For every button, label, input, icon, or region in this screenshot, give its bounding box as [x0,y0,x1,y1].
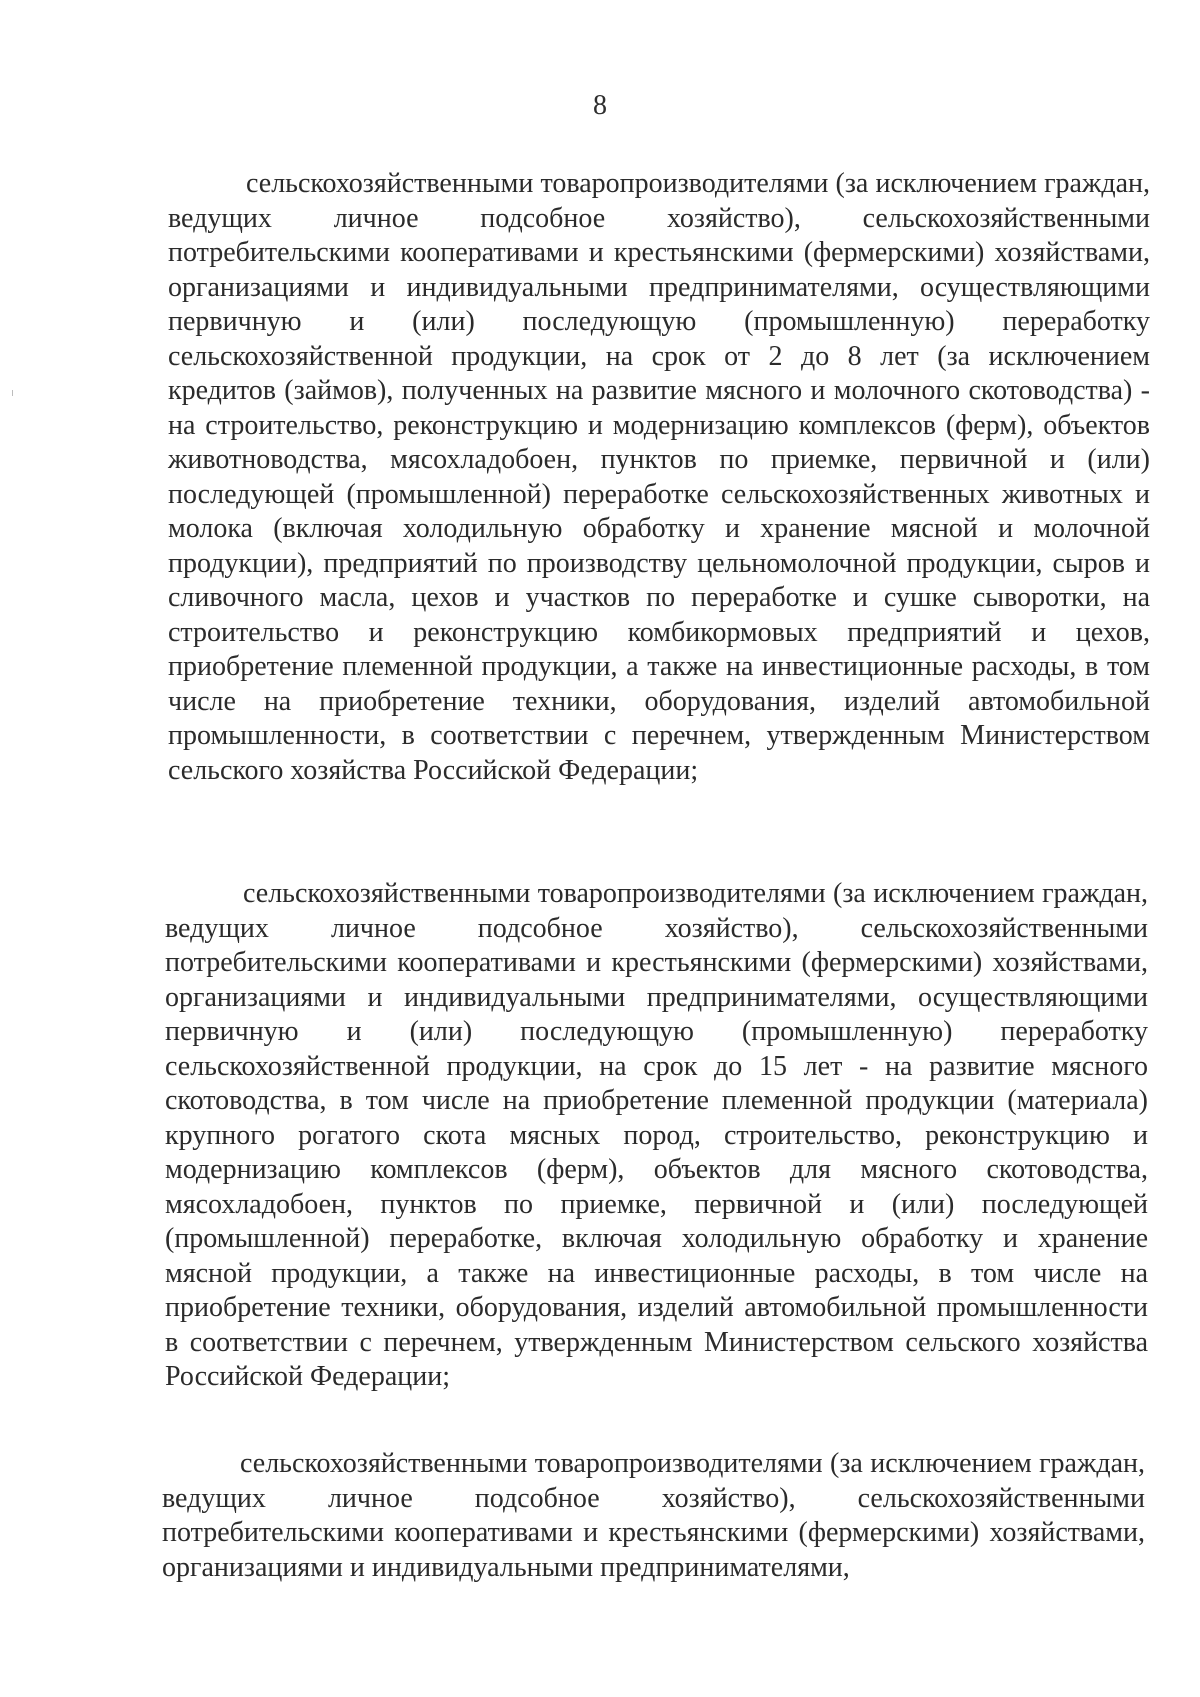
paragraph-agricultural-producers-continued: сельскохозяйственными товаропроизводителями (за исключением граждан, ведущих личное подсобное хозяйство), сельскохозяйственными потребительскими кооперативами и крестьянскими (фермерскими) хозяйствами, организациями и индивидуальными предпринимателями, [162,1448,1145,1583]
page-number: 8 [593,90,607,121]
paragraph-agricultural-producers-up-to-15-years: сельскохозяйственными товаропроизводителями (за исключением граждан, ведущих личное подсобное хозяйство), сельскохозяйственными потребительскими кооперативами и крестьянскими (фермерскими) хозяйствами, организациями и индивидуальными предпринимателями, осуществляющими первичную и (или) последующую (промышленную) переработку сельскохозяйственной продукции, на срок до 15 лет - на развитие мясного скотоводства, в том числе на приобретение племенной продукции (материала) крупного рогатого скота мясных пород, строительство, реконструкцию и модернизацию комплексов (ферм), объектов для мясного скотоводства, мясохладобоен, пунктов по приемке, первичной и (или) последующей (промышленной) переработке, включая холодильную обработку и хранение мясной продукции, а также на инвестиционные расходы, в том числе на приобретение техники, оборудования, изделий автомобильной промышленности в соответствии с перечнем, утвержденным Министерством сельского хозяйства Российской Федерации; [165,878,1148,1392]
scan-artifact [12,390,13,396]
paragraph-agricultural-producers-2-to-8-years: сельскохозяйственными товаропроизводителями (за исключением граждан, ведущих личное подсобное хозяйство), сельскохозяйственными потребительскими кооперативами и крестьянскими (фермерскими) хозяйствами, организациями и индивидуальными предпринимателями, осуществляющими первичную и (или) последующую (промышленную) переработку сельскохозяйственной продукции, на срок от 2 до 8 лет (за исключением кредитов (займов), полученных на развитие мясного и молочного скотоводства) - на строительство, реконструкцию и модернизацию комплексов (ферм), объектов животноводства, мясохладобоен, пунктов по приемке, первичной и (или) последующей (промышленной) переработке сельскохозяйственных животных и молока (включая холодильную обработку и хранение мясной и молочной продукции), предприятий по производству цельномолочной продукции, сыров и сливочного масла, цехов и участков по переработке и сушке сыворотки, на строительство и реконструкцию комбикормовых предприятий и цехов, приобретение племенной продукции, а также на инвестиционные расходы, в том числе на приобретение техники, оборудования, изделий автомобильной промышленности, в соответствии с перечнем, утвержденным Министерством сельского хозяйства Российской Федерации; [168,168,1150,786]
